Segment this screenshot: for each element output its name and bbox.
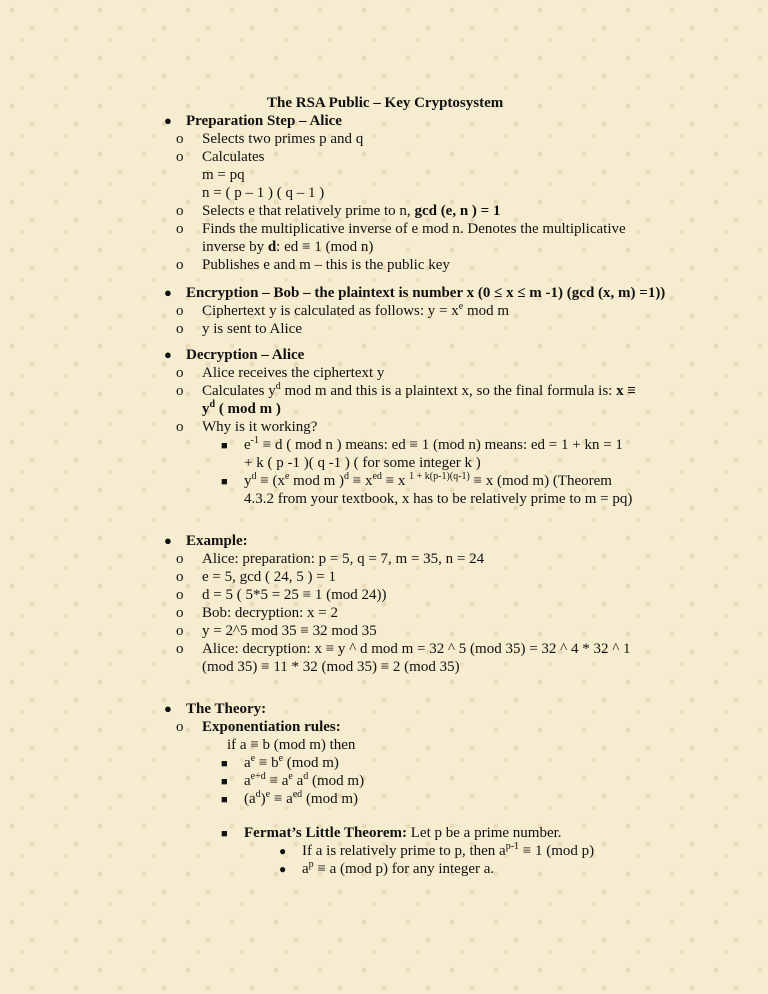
list-item: e = 5, gcd ( 24, 5 ) = 1 bbox=[202, 569, 336, 585]
fermat-theorem: Fermat’s Little Theorem: Let p be a prime number. bbox=[244, 825, 562, 841]
list-item: y = 2^5 mod 35 ≡ 32 mod 35 bbox=[202, 623, 377, 639]
bullet-icon: ● bbox=[164, 347, 172, 362]
sub-list-item: $e^{-1} \equiv d$ ( mod n ) means: ed ≡ 1 (mod n) means: ed = 1 + kn = 1 bbox=[244, 435, 623, 453]
circle-bullet-icon: o bbox=[176, 203, 184, 219]
document-title: The RSA Public – Key Cryptosystem bbox=[267, 95, 504, 111]
encryption-heading: Encryption – Bob – the plaintext is number x (0 ≤ x ≤ m -1) (gcd (x, m) =1)) bbox=[186, 285, 666, 301]
circle-bullet-icon: o bbox=[176, 419, 184, 435]
circle-bullet-icon: o bbox=[176, 551, 184, 567]
sub-list-item: $y^d \equiv (x^e$ mod m )$^d \equiv x^{ed} \equiv x$ $^{1 + k(p-1)(q-1)}$ ≡ x (mod m) (Theorem bbox=[244, 471, 612, 489]
list-item: Selects e that relatively prime to n, gcd (e, n ) = 1 bbox=[202, 203, 501, 219]
decryption-heading: Decryption – Alice bbox=[186, 347, 305, 363]
square-bullet-icon: ■ bbox=[221, 794, 228, 806]
list-item: Exponentiation rules: bbox=[202, 719, 341, 735]
circle-bullet-icon: o bbox=[176, 605, 184, 621]
circle-bullet-icon: o bbox=[176, 719, 184, 735]
example-heading: Example: bbox=[186, 533, 248, 549]
circle-bullet-icon: o bbox=[176, 569, 184, 585]
list-item: Alice receives the ciphertext y bbox=[202, 365, 385, 381]
list-item: y is sent to Alice bbox=[202, 321, 302, 337]
sub-list-item-continued: + k ( p -1 )( q -1 ) ( for some integer k ) bbox=[244, 455, 481, 471]
equation-n: n = ( p – 1 ) ( q – 1 ) bbox=[202, 185, 325, 201]
bullet-icon: ● bbox=[164, 701, 172, 716]
rule-item: $(a^d)^e \equiv a^{ed}$ (mod m) bbox=[244, 789, 359, 807]
theory-heading: The Theory: bbox=[186, 701, 267, 717]
circle-bullet-icon: o bbox=[176, 383, 184, 399]
square-bullet-icon: ■ bbox=[221, 828, 228, 840]
list-item: Calculates bbox=[202, 149, 265, 165]
equation-m: m = pq bbox=[202, 167, 245, 183]
bullet-icon: ● bbox=[279, 862, 287, 876]
list-item-continued: (mod 35) ≡ 11 * 32 (mod 35) ≡ 2 (mod 35) bbox=[202, 659, 460, 675]
circle-bullet-icon: o bbox=[176, 257, 184, 273]
circle-bullet-icon: o bbox=[176, 623, 184, 639]
bullet-icon: ● bbox=[164, 533, 172, 548]
bullet-icon: ● bbox=[279, 844, 287, 858]
list-item: Alice: preparation: p = 5, q = 7, m = 35, n = 24 bbox=[202, 551, 485, 567]
list-item: Alice: decryption: x ≡ y ^ d mod m = 32 ^ 5 (mod 35) = 32 ^ 4 * 32 ^ 1 bbox=[202, 641, 631, 657]
sub-list-item-continued: 4.3.2 from your textbook, x has to be relatively prime to m = pq) bbox=[244, 491, 633, 507]
square-bullet-icon: ■ bbox=[221, 758, 228, 770]
preparation-heading: Preparation Step – Alice bbox=[186, 113, 342, 129]
circle-bullet-icon: o bbox=[176, 641, 184, 657]
list-item-continued: $y^d$ ( mod m ) bbox=[202, 399, 281, 417]
square-bullet-icon: ■ bbox=[221, 440, 228, 452]
list-item: Selects two primes p and q bbox=[202, 131, 364, 147]
list-item: Publishes e and m – this is the public key bbox=[202, 257, 450, 273]
list-item: Calculates $y^d$ mod m and this is a plaintext x, so the final formula is: x ≡ bbox=[202, 381, 636, 399]
fermat-item: $a^p \equiv a$ (mod p) for any integer a. bbox=[302, 859, 495, 877]
list-item: d = 5 ( 5*5 = 25 ≡ 1 (mod 24)) bbox=[202, 587, 387, 603]
rule-item: $a^e \equiv b^e$ (mod m) bbox=[244, 753, 339, 771]
square-bullet-icon: ■ bbox=[221, 776, 228, 788]
list-item: Ciphertext y is calculated as follows: $y = x^e$ mod m bbox=[202, 301, 510, 319]
list-item: Finds the multiplicative inverse of e mod n. Denotes the multiplicative bbox=[202, 221, 626, 237]
circle-bullet-icon: o bbox=[176, 587, 184, 603]
square-bullet-icon: ■ bbox=[221, 476, 228, 488]
list-item-continued: inverse by d: ed ≡ 1 (mod n) bbox=[202, 239, 374, 255]
circle-bullet-icon: o bbox=[176, 321, 184, 337]
circle-bullet-icon: o bbox=[176, 131, 184, 147]
circle-bullet-icon: o bbox=[176, 221, 184, 237]
circle-bullet-icon: o bbox=[176, 303, 184, 319]
list-item: Why is it working? bbox=[202, 419, 318, 435]
bullet-icon: ● bbox=[164, 113, 172, 128]
circle-bullet-icon: o bbox=[176, 149, 184, 165]
rule-item: $a^{e+d} \equiv a^e$ $a^d$ (mod m) bbox=[244, 771, 365, 789]
bullet-icon: ● bbox=[164, 285, 172, 300]
rule-intro: if a ≡ b (mod m) then bbox=[227, 737, 356, 753]
fermat-item: If a is relatively prime to p, then $a^{p-1} \equiv 1$ (mod p) bbox=[302, 841, 595, 859]
list-item: Bob: decryption: x = 2 bbox=[202, 605, 338, 621]
circle-bullet-icon: o bbox=[176, 365, 184, 381]
